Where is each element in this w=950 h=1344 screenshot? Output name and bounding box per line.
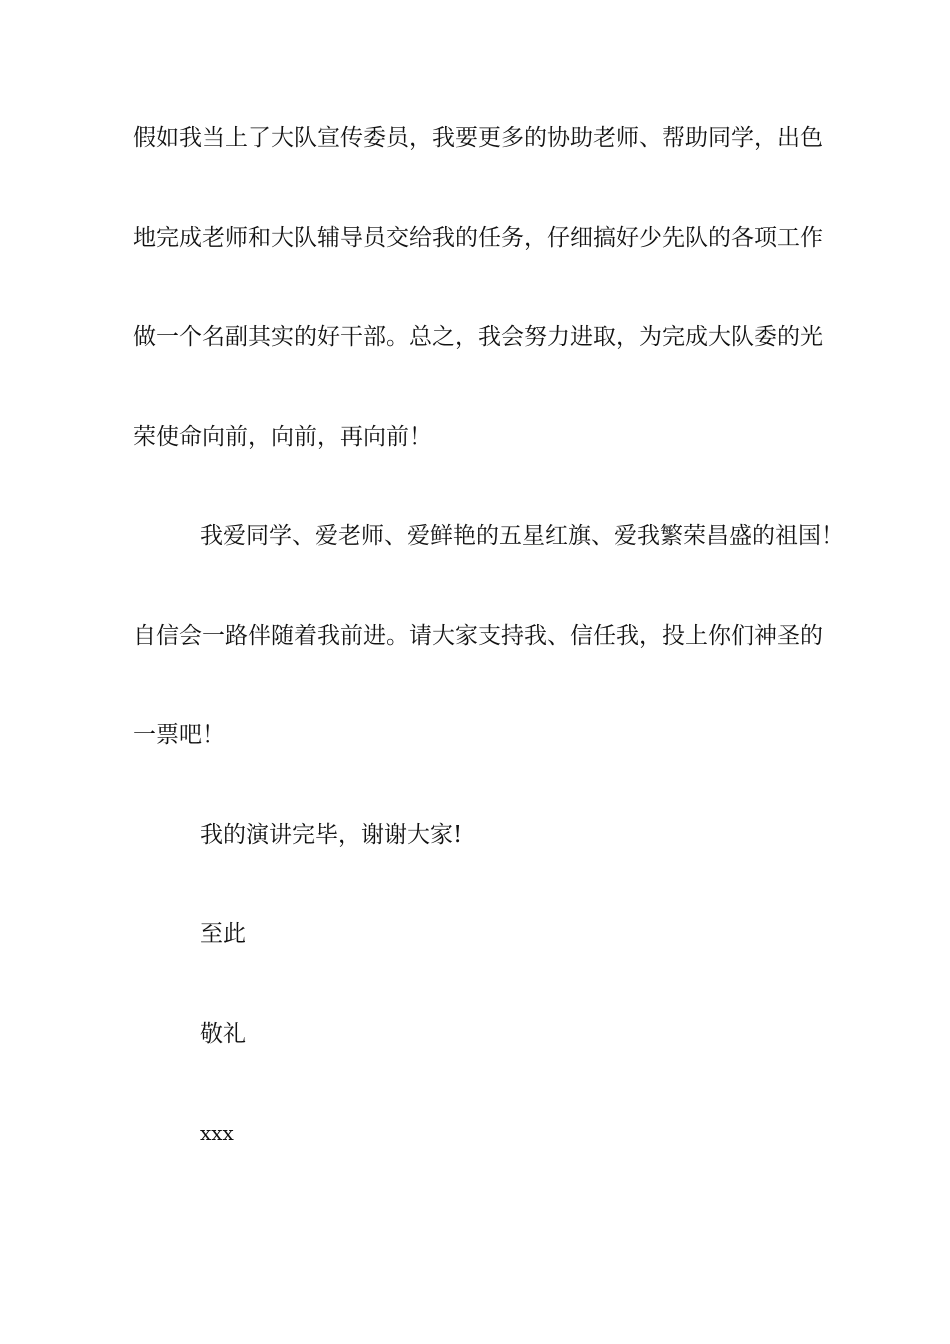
paragraph-2-line-1: 我爱同学、爱老师、爱鲜艳的五星红旗、爱我繁荣昌盛的祖国！ — [200, 523, 844, 549]
closing-salutation-2: 敬礼 — [200, 1021, 246, 1047]
paragraph-1-line-4: 荣使命向前，向前，再向前！ — [133, 424, 432, 450]
paragraph-1-line-2: 地完成老师和大队辅导员交给我的任务，仔细搞好少先队的各项工作 — [133, 225, 823, 251]
paragraph-1-line-1: 假如我当上了大队宣传委员，我要更多的协助老师、帮助同学，出色 — [133, 125, 823, 151]
closing-salutation-1: 至此 — [200, 921, 246, 947]
paragraph-2-line-2: 自信会一路伴随着我前进。请大家支持我、信任我，投上你们神圣的 — [133, 623, 823, 649]
paragraph-2-line-3: 一票吧！ — [133, 722, 225, 748]
signature: xxx — [200, 1121, 234, 1145]
paragraph-1-line-3: 做一个名副其实的好干部。总之，我会努力进取，为完成大队委的光 — [133, 324, 823, 350]
closing-thanks: 我的演讲完毕，谢谢大家! — [200, 822, 463, 848]
